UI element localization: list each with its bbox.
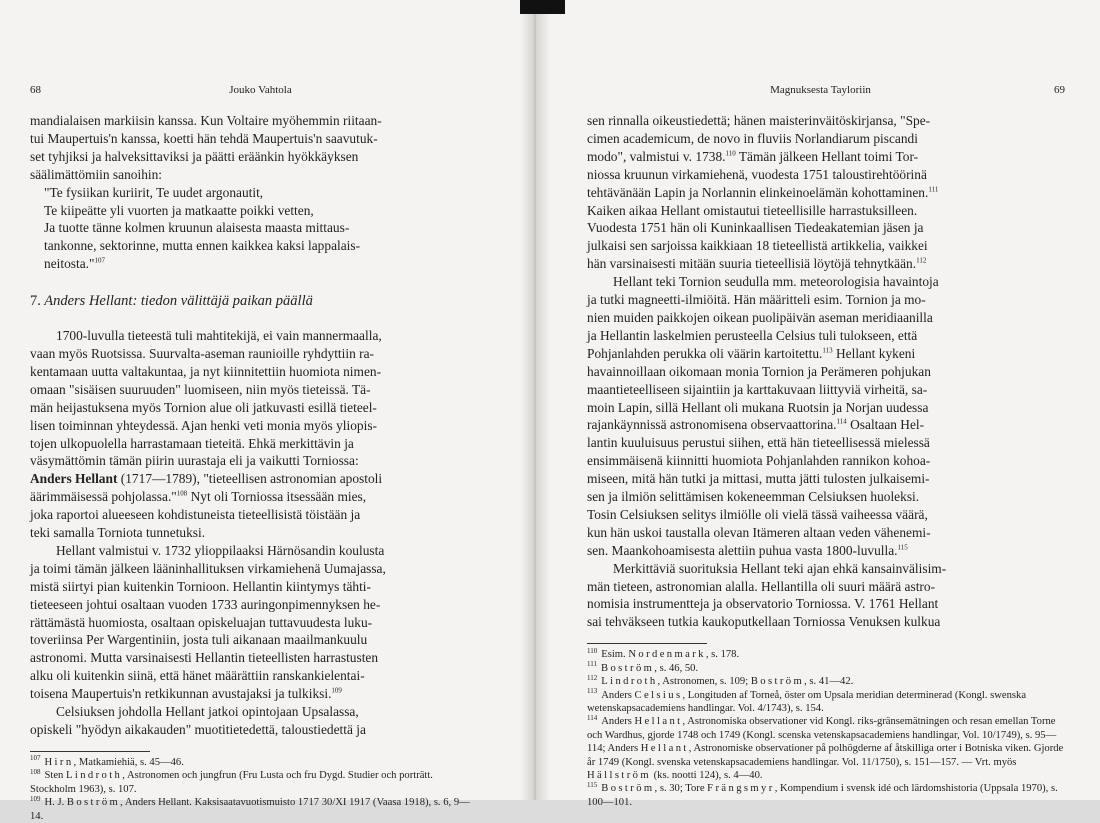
footnote-text: (ks. nootti 124), s. 4—40. [650,769,763,781]
text-line: teki samalla Torniota tunnetuksi. [30,525,206,541]
footnote [587,715,1065,782]
footnote [587,686,1065,716]
footnote-ref[interactable]: 110 [725,149,736,158]
text-run: Tämän jälkeen Hellant toimi Tor- [735,148,919,164]
author-name: Frängsmyr [707,783,775,795]
text-line: lantin kuuluisuus perustui siihen, että hän tieteellisessä mielessä [587,435,930,451]
text-line: mistä siirtyi pian kuitenkin Tornioon. Hellantin kiintymys tähti- [30,578,371,594]
text-line: lisen toiminnan yhteydessä. Ajan henki veti monia myös yliopis- [30,417,377,433]
text-run: toisena Maupertuis'n retkikunnan avustajaksi ja tulkiksi. [30,686,332,702]
text-line: män tieteen, astronomian alalla. Hellantilla oli suuri määrä astro- [587,578,936,594]
footnote-text: , Anders Hellant. Kaksisaatavuotismuisto 1717 30/XI 1917 (Vaasa 1918), s. 6, 9—14. [30,797,470,822]
author-name: Hällström [587,769,651,781]
footnote-text: , Longituden af Torneå, öster om Upsala meridian determinerad (Kongl. swenska wetenskapsacademiens handlingar. Vol. 4/1743), s. 154. [587,689,1027,714]
text-line: Tosin Celsiuksen selitys ilmiölle oli vielä tässä vaiheessa väärä, [587,506,928,522]
text-line: moin Lapin, sillä Hellant oli mukana Ruotsin ja Norjan uudessa [587,399,929,415]
paragraph-4 [587,273,1065,560]
footnote [587,648,1065,661]
footnote-text: , Kompendium i svensk idé och lärdomshistoria (Uppsala 1970), s. 100—101. [587,783,1058,808]
footnote-text: , s. 46, 50. [654,662,699,674]
text-line: vaan myös Ruotsissa. Suurvalta-aseman raunioille ryhdyttiin ra- [30,345,374,361]
footnote-number: 110 [587,646,598,655]
text-line [587,148,1065,166]
footnote [30,796,480,823]
author-name: Lindroth [601,676,658,688]
verse-line-text: neitosta." [44,256,95,272]
footnote-ref[interactable]: 114 [836,417,847,426]
footnotes-right [587,648,1065,809]
text-line: set tyhjiksi ja halveksittaviksi ja päätti eräänkin hyökkäyksen [30,148,359,164]
verse-line [44,255,480,273]
section-number: 7. [30,293,41,310]
footnote-ref[interactable]: 115 [897,543,908,552]
text-line [587,184,1065,202]
text-line: Merkittäviä suorituksia Hellant teki ajan ehkä kansainvälisim- [613,560,947,576]
text-run: äärimmäisessä pohjolassa." [30,489,177,505]
verse-quote [44,184,480,274]
footnote-ref[interactable]: 108 [176,489,188,498]
author-name: Boström [66,797,121,809]
footnote-text: , s. 30; Tore [654,783,708,795]
text-line: cimen academicum, de novo in fluviis Norlandiarum piscandi [587,130,918,146]
footnote [587,662,1065,675]
text-line [30,488,480,506]
text-line: omaan "sisäisen suuruuden" luomiseen, niin myös tieteissä. Tä- [30,381,371,397]
text-run: hän varsinaisesti mitään suuria tieteellisiä löytöjä tehnytkään. [587,256,917,272]
text-line: ja tutki magneetti-ilmiöitä. Hän määritteli esim. Tornion ja mo- [587,292,926,308]
author-name: Nordenmark [628,649,706,661]
person-name: Anders Hellant [30,471,118,487]
footnote-text: , Astronomiske observationer på polhögderne af åtskilliga orter i Botniska viken. Gjorde år 1749 (Kongl. svenska vetenskapsacademiens handlingar. Vol. 11/1750), s. 151—157. — Vrt. myös [587,743,1064,768]
footnote-text: H. J. [44,797,67,809]
footnote-number: 112 [587,673,598,682]
author-name: Lindroth [65,770,123,782]
text-line: tojen ulkopuolella harrastamaan tieteitä. Ehkä merkittävin ja [30,435,354,451]
footnote-number: 113 [587,686,598,695]
text-line: astronomi. Mutta varsinaisesti Hellantin tieteellisten harrastusten [30,650,379,666]
right-page-header [587,84,1065,96]
text-line: män heijastuksena myös Tornion alue oli jatkuvasti esillä tieteel- [30,399,377,415]
verse-line: tankonne, sektorinne, mutta ennen kaikkea kaksi lappalais- [44,238,361,254]
author-name: Hellant [640,743,689,755]
text-line: tui Maupertuis'n kanssa, koetti hän tehdä Maupertuis'n saavutuk- [30,130,378,146]
text-run: Nyt oli Torniossa itsessään mies, [187,489,367,505]
text-line: Hellant valmistui v. 1732 ylioppilaaksi Härnösandin koulusta [56,542,385,558]
text-line: tieteeseen johtui osaltaan vuoden 1733 auringonpimennyksen he- [30,596,381,612]
footnote [30,769,480,796]
paragraph-continued [587,112,1065,273]
paragraph-2 [30,542,480,703]
page-number-left: 68 [30,84,41,96]
text-line: nien muiden paikkojen oikean puolipäivän aseman meridiaanilla [587,309,933,325]
verse-line: Te kiipeätte yli vuorten ja matkaatte poikki vetten, [44,202,314,218]
text-line: Celsiuksen johdolla Hellant jatkoi opintojaan Upsalassa, [56,704,359,720]
text-run: modo", valmistui v. 1738. [587,148,726,164]
footnote-text: Anders [601,716,635,728]
footnote-number: 107 [30,754,41,763]
footnote-text: Sten [44,770,66,782]
text-line [587,255,1065,273]
footnote-text: , s. 41—42. [804,676,854,688]
text-line: toveriinsa Per Wargentiniin, josta tuli aikanaan maailmankuulu [30,632,368,648]
paragraph-1 [30,327,480,542]
text-run: rajankäynnissä astronomisena observaattorina. [587,417,837,433]
page-number-right: 69 [1054,84,1065,96]
text-line: säälimättömiin sanoihin: [30,166,163,182]
text-run: Osaltaan Hel- [846,417,925,433]
footnote-ref[interactable]: 113 [822,346,833,355]
text-line: väsymättömin tämän piirin uurastaja eli ja vaikutti Torniossa: [30,453,359,469]
footnote-divider [587,643,707,644]
book-gutter [520,0,550,800]
text-line: ja toimi tämän jälkeen lääninhallituksen virkamiehenä Uumajassa, [30,560,386,576]
text-line: sen ja ilmiön selittämisen kokeneemman Celsiuksen huoleksi. [587,489,920,505]
text-line: joka raportoi alueeseen kohdistuneista tieteellisistä töistään ja [30,507,361,523]
footnote-divider [30,751,150,752]
right-body-text [587,112,1065,631]
running-head-right: Magnuksesta Tayloriin [770,84,871,96]
text-line: miseen, mitä hän tutki ja mittasi, mutta jätti tulosten julkaisemi- [587,471,930,487]
footnote-number: 109 [30,794,41,803]
paragraph-5 [587,560,1065,632]
author-name: Boström [600,662,655,674]
footnote [587,782,1065,809]
text-line: 1700-luvulla tieteestä tuli mahtitekijä, ei vain mannermaalla, [56,328,382,344]
running-head-left: Jouko Vahtola [229,84,292,96]
text-line: alku oli kuitenkin siinä, että hänet määrättiin ranskankielentai- [30,668,365,684]
footnote-ref[interactable]: 107 [94,256,105,265]
text-line [587,416,1065,434]
text-line: ja Hellantin laskelmien perusteella Celsius tuli tulokseen, että [587,327,918,343]
left-page-header [30,84,480,96]
footnote-text: , Astronomen, s. 109; [657,676,751,688]
text-line [587,345,1065,363]
footnote-text: , Astronomiska observationer vid Kongl. riks-gränsemätningen och resan emellan Torne och Wardhus, gjorde 1748 och 1749 (Kongl. scenska vetenskapsacademiens handlingar, Vol. 10/1749), s. 95—114; Anders [587,716,1057,755]
footnote-ref[interactable]: 112 [916,256,927,265]
footnote-number: 114 [587,713,598,722]
footnote-ref[interactable]: 111 [928,185,939,194]
text-line: julkaisi sen sarjoissa kaikkiaan 18 tieteellistä artikkelia, vaikkei [587,238,928,254]
text-line: rättämästä huomiosta, osaltaan opiskeluajan tuttavuudesta luku- [30,614,373,630]
text-run: sen. Maankohoamisesta alettiin puhua vasta 1800-luvulla. [587,542,898,558]
verse-line: "Te fysiikan kuriirit, Te uudet argonautit, [44,184,264,200]
footnote-text: Esim. [601,649,629,661]
text-run: tehtävänään Lapin ja Norlannin elinkeinoelämän kohottaminen. [587,184,929,200]
text-line: niossa kruunun virkamiehenä, vuodesta 1751 taloustirehtöörinä [587,166,927,182]
footnote-number: 111 [587,660,597,669]
paragraph-3 [30,703,480,739]
footnote [30,756,480,769]
text-run: (1717—1789), "tieteellisen astronomian apostoli [117,471,383,487]
text-line [30,470,480,488]
footnote-text: , Astronomen och jungfrun (Fru Lusta och fru Dygd. Studier och porträtt. Stockholm 1963), s. 107. [30,770,433,795]
right-page [535,0,1100,808]
text-run: Hellant kykeni [832,345,916,361]
text-line: sen rinnalla oikeustiedettä; hänen maisterinväitöskirjansa, "Spe- [587,113,931,128]
text-line: Kaiken aikaa Hellant omistautui tieteellisille harrastuksilleen. [587,202,918,218]
footnote-number: 115 [587,780,598,789]
footnote [587,675,1065,688]
text-line: kentamaan uutta valtakuntaa, ja nyt kiinnitettiin huomiota nimen- [30,363,382,379]
author-name: Hirn [44,756,74,768]
author-name: Boström [750,676,805,688]
author-name: Boström [601,783,655,795]
text-line: mandialaisen markiisin kanssa. Kun Voltaire myöhemmin riitaan- [30,113,382,128]
text-line: Vuodesta 1751 hän oli Kuninkaallisen Tiedeakatemian jäsen ja [587,220,924,236]
footnote-text: Anders [601,689,635,701]
text-line: opiskeli "hyödyn aikakauden" muotitietedettä, taloustiedettä ja [30,722,366,737]
footnotes-left [30,756,480,823]
footnote-text: , Matkamiehiä, s. 45—46. [73,756,184,768]
section-heading [30,293,480,311]
section-title: Anders Hellant: tiedon välittäjä paikan päällä [44,293,313,310]
text-run: Pohjanlahden perukka oli väärin kartoitettu. [587,345,823,361]
text-line: kun hän uskoi taustalla olevan Itämeren altaan veden vähenemi- [587,524,931,540]
text-line: nomisia instrumentteja ja observatorio Torniossa. V. 1761 Hellant [587,596,939,612]
text-line [587,542,1065,560]
text-line [30,685,480,703]
author-name: Hellant [634,716,683,728]
text-line: maantieteelliseen sijaintiin ja karttakuvaan liittyviä virheitä, sa- [587,381,928,397]
footnote-ref[interactable]: 109 [331,686,342,695]
left-page [0,0,535,822]
verse-line: Ja tuotte tänne kolmen kruunun alaisesta maasta mittaus- [44,220,350,236]
author-name: Celsius [634,689,683,701]
footnote-number: 108 [30,767,41,776]
left-body-text [30,112,480,739]
scan-edge-shadow [520,0,565,14]
text-line: havainnoillaan oikomaan monia Tornion ja Perämeren pohjukan [587,363,931,379]
footnote-text: , s. 178. [705,649,740,661]
text-line: sai tehväkseen tutkia kaukoputkellaan Torniossa Venuksen kulkua [587,614,941,630]
text-line: Hellant teki Tornion seudulla mm. meteorologisia havaintoja [613,274,939,290]
intro-paragraph [30,112,480,184]
text-line: ensimmäisenä kiinnitti huomiota Pohjanlahden rannikon kohoa- [587,453,931,469]
